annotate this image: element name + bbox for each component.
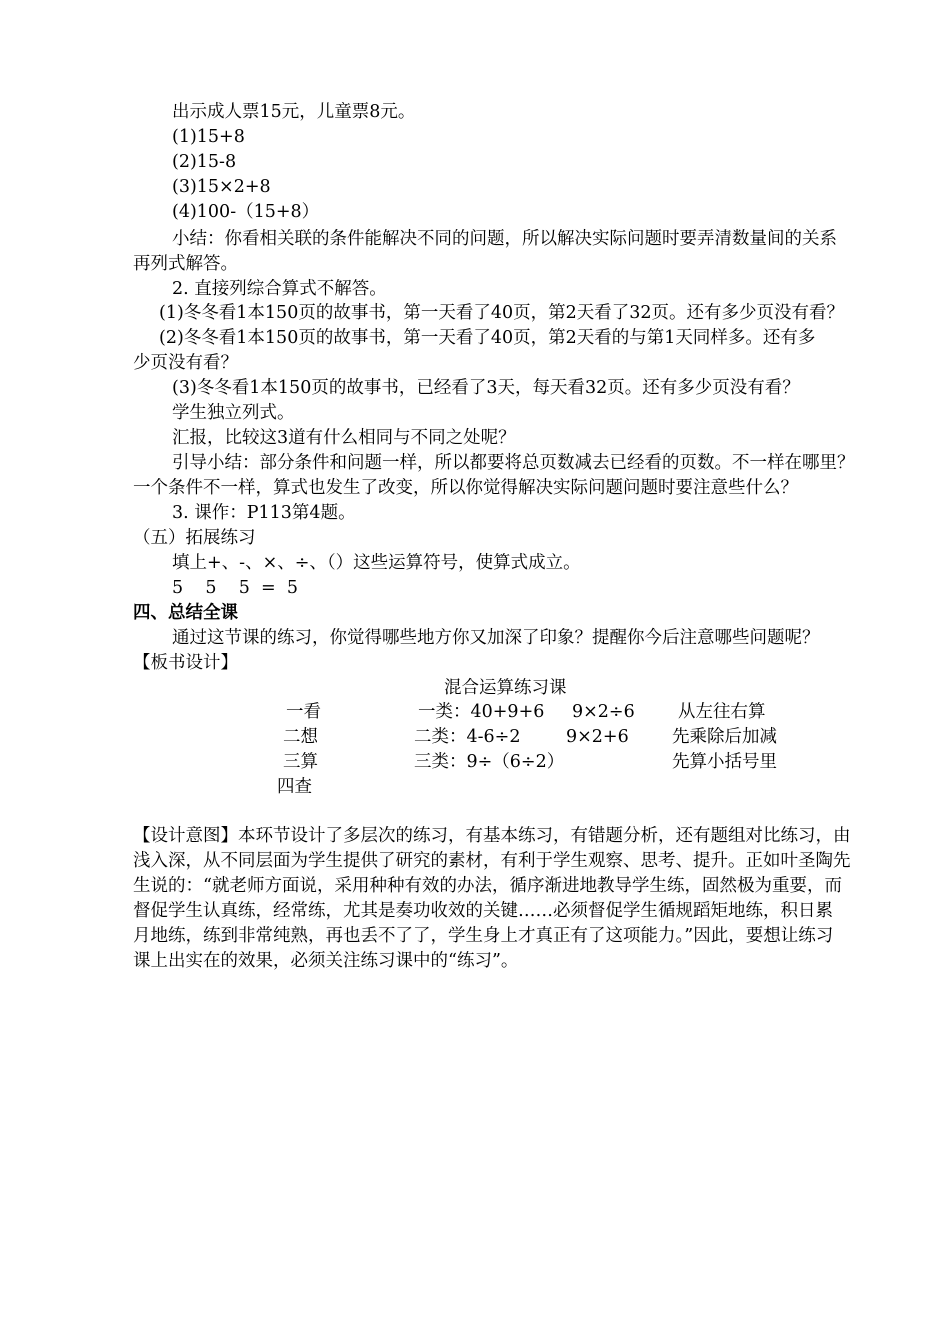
design-line: 月地练，练到非常纯熟，再也丢不了了，学生身上才真正有了这项能力。”因此，要想让练习 [133, 926, 834, 946]
board-step: 二想 [283, 727, 318, 747]
board-category: 一类：40+9+6 [418, 702, 545, 722]
text-line: (1)冬冬看1本150页的故事书，第一天看了40页，第2天看了32页。还有多少页没有看？ [159, 303, 844, 323]
text-line: 汇报，比较这3道有什么相同与不同之处呢？ [172, 428, 516, 448]
board-title: 混合运算练习课 [444, 678, 567, 698]
text-line: (2)15-8 [172, 152, 237, 172]
text-line: (3)15×2+8 [172, 177, 271, 197]
section-heading: （五）拓展练习 [133, 528, 256, 548]
board-step: 一看 [286, 702, 321, 722]
design-line: 课上出实在的效果，必须关注练习课中的“练习”。 [133, 951, 519, 971]
text-line: 出示成人票15元，儿童票8元。 [172, 102, 416, 122]
text-line: 2. 直接列综合算式不解答。 [172, 279, 387, 299]
design-line: 督促学生认真练，经常练，尤其是奏功收效的关键……必须督促学生循规蹈矩地练，积日累 [133, 901, 833, 921]
text-line: 再列式解答。 [133, 254, 238, 274]
text-line: 通过这节课的练习，你觉得哪些地方你又加深了印象？提醒你今后注意哪些问题呢？ [172, 628, 820, 648]
text-line: (4)100-（15+8） [172, 202, 320, 222]
text-line: 3. 课作：P113第4题。 [172, 503, 356, 523]
text-line: (2)冬冬看1本150页的故事书，第一天看了40页，第2天看的与第1天同样多。还有多 [159, 328, 816, 348]
text-line: 少页没有看？ [133, 353, 238, 373]
text-line: 一个条件不一样，算式也发生了改变，所以你觉得解决实际问题问题时要注意些什么？ [133, 478, 798, 498]
text-line: (3)冬冬看1本150页的故事书，已经看了3天，每天看32页。还有多少页没有看？ [172, 378, 800, 398]
board-rule: 从左往右算 [678, 702, 766, 722]
equation-line: 5 5 5 = 5 [172, 578, 298, 598]
board-step: 三算 [283, 752, 318, 772]
section-heading: 【板书设计】 [133, 653, 238, 673]
text-line: 引导小结：部分条件和问题一样，所以都要将总页数减去已经看的页数。不一样在哪里？ [172, 453, 855, 473]
board-example: 9×2÷6 [572, 702, 635, 722]
text-line: 学生独立列式。 [172, 403, 295, 423]
section-heading: 四、总结全课 [133, 603, 238, 623]
board-step: 四查 [277, 777, 312, 797]
board-rule: 先算小括号里 [672, 752, 777, 772]
board-category: 二类：4-6÷2 [414, 727, 521, 747]
board-example: 9×2+6 [566, 727, 629, 747]
design-line: 浅入深，从不同层面为学生提供了研究的素材，有利于学生观察、思考、提升。正如叶圣陶先 [133, 851, 851, 871]
design-line: 【设计意图】本环节设计了多层次的练习，有基本练习，有错题分析，还有题组对比练习，由 [133, 826, 851, 846]
text-line: 填上+、-、×、÷、（）这些运算符号，使算式成立。 [172, 553, 581, 573]
design-line: 生说的：“就老师方面说，采用种种有效的办法，循序渐进地教导学生练，固然极为重要，而 [133, 876, 842, 896]
board-category: 三类：9÷（6÷2） [414, 752, 565, 772]
text-line: 小结：你看相关联的条件能解决不同的问题，所以解决实际问题时要弄清数量间的关系 [172, 229, 837, 249]
board-rule: 先乘除后加减 [672, 727, 777, 747]
text-line: (1)15+8 [172, 127, 245, 147]
